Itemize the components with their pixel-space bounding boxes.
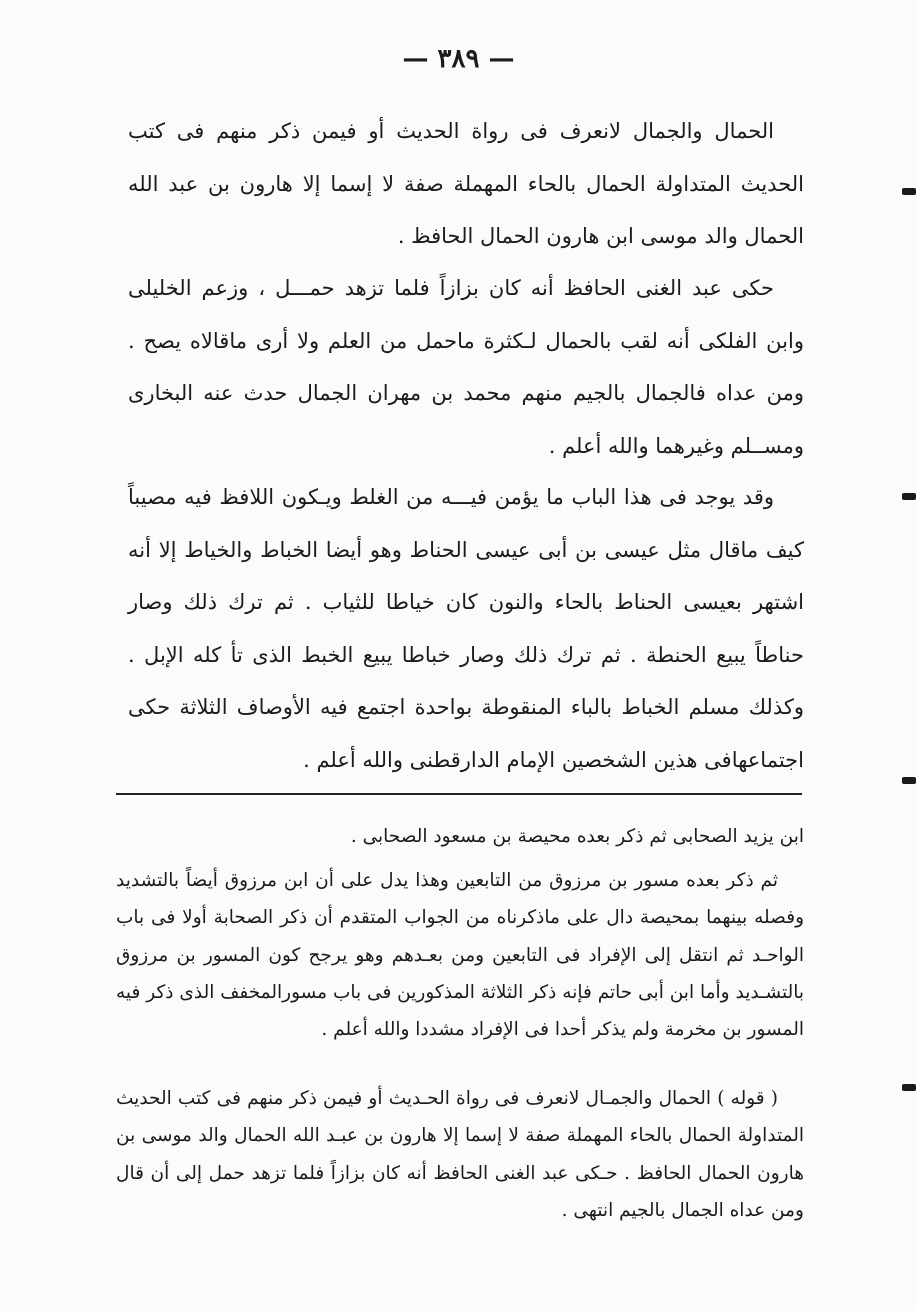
main-text-block-1 bbox=[128, 105, 804, 263]
footnote-block-2 bbox=[116, 862, 804, 1048]
scan-edge-mark bbox=[902, 188, 916, 195]
body-paragraph: حكى عبد الغنى الحافظ أنه كان بزازاً فلما تزهد حمـــل ، وزعم الخليلى وابن الفلكى أنه لقب بالحمال لـكثرة ماحمل من العلم ولا أرى ماقالاه يصح . ومن عداه فالجمال بالجيم منهم محمد بن مهران الجمال حدث عنه البخارى ومســلم وغيرهما والله أعلم . bbox=[128, 276, 804, 458]
page-number: — ٣٨٩ — bbox=[402, 44, 515, 74]
body-paragraph: الحمال والجمال لانعرف فى رواة الحديث أو فيمن ذكر منهم فى كتب الحديث المتداولة الحمال بالحاء المهملة صفة لا إسما إلا هارون بن عبد الله الحمال والد موسى ابن هارون الحمال الحافظ . bbox=[128, 119, 804, 248]
scan-edge-mark bbox=[902, 493, 916, 500]
scan-edge-mark bbox=[902, 777, 916, 784]
scan-edge-mark bbox=[902, 1084, 916, 1091]
footnote-separator bbox=[116, 793, 802, 795]
main-text-block-3 bbox=[128, 471, 804, 786]
main-text-block-2 bbox=[128, 262, 804, 472]
footnote-paragraph: ثم ذكر بعده مسور بن مرزوق من التابعين وهذا يدل على أن ابن مرزوق أيضاً بالتشديد وفصله بينهما بمحيصة دال على ماذكرناه من الجواب المتقدم أن ذكر الصحابة أولا فى باب الواحـد ثم انتقل إلى الإفراد فى التابعين ومن بعـدهم وهو يرجح كون المسور بن مرزوق بالتشـديد وأما ابن أبى حاتم فإنه ذكر الثلاثة المذكورين فى باب مسورالمخفف الذى ذكر فيه المسور بن مخرمة ولم يذكر أحدا فى الإفراد مشددا والله أعلم . bbox=[116, 870, 804, 1041]
footnote-paragraph: ابن يزيد الصحابى ثم ذكر بعده محيصة بن مسعود الصحابى . bbox=[350, 826, 804, 847]
footnote-block-3 bbox=[116, 1080, 804, 1229]
footnote-block-1 bbox=[116, 818, 804, 855]
footnote-paragraph: ( قوله ) الحمال والجمـال لانعرف فى رواة الحـديث أو فيمن ذكر منهم فى كتب الحديث المتداولة الحمال بالحاء المهملة صفة لا إسما إلا هارون بن عبـد الله الحمال والد موسى بن هارون الحمال الحافظ . حـكى عبد الغنى الحافظ أنه كان بزازاً فلما تزهد حمل إلى أن قال ومن عداه الجمال بالجيم انتهى . bbox=[116, 1088, 804, 1221]
body-paragraph: وقد يوجد فى هذا الباب ما يؤمن فيـــه من الغلط ويـكون اللافظ فيه مصيباً كيف ماقال مثل عيسى بن أبى عيسى الحناط وهو أيضا الخباط والخياط إلا أنه اشتهر بعيسى الحناط بالحاء والنون كان خياطا للثياب . ثم ترك ذلك وصار حناطاً يبيع الحنطة . ثم ترك ذلك وصار خباطا يبيع الخبط الذى تأ كله الإبل . وكذلك مسلم الخباط بالباء المنقوطة بواحدة اجتمع فيه الأوصاف الثلاثة حكى اجتماعهافى هذين الشخصين الإمام الدارقطنى والله أعلم . bbox=[128, 485, 804, 772]
